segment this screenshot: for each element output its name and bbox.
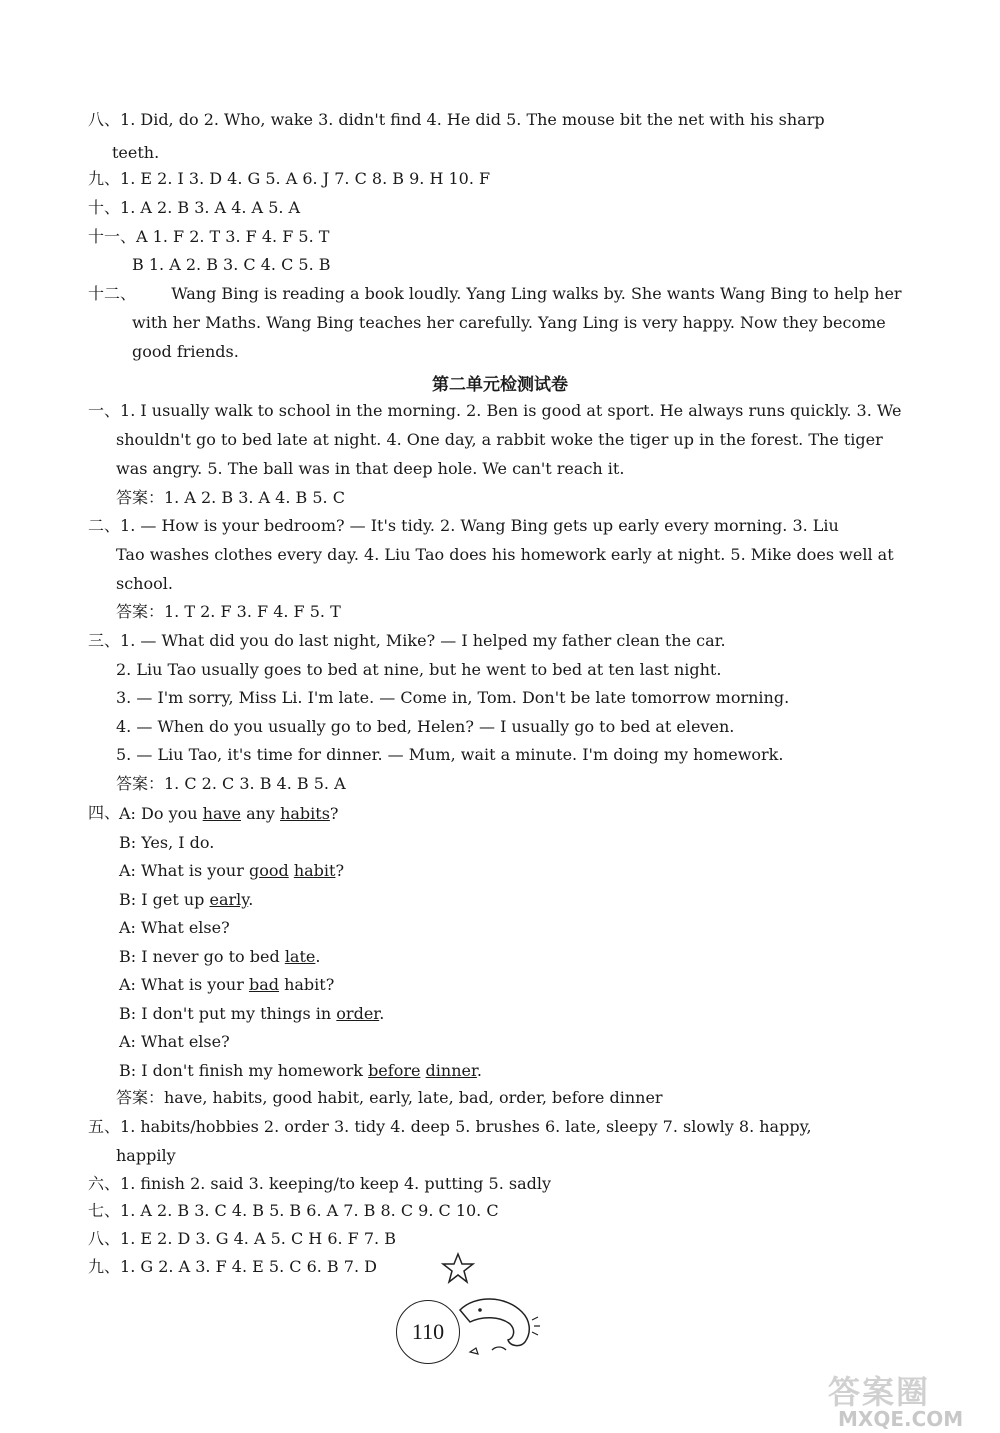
section-number: 一、: [88, 401, 121, 420]
answer-line: 2. Liu Tao usually goes to bed at nine, but he went to bed at ten last night.: [116, 660, 722, 679]
answer-line: 十、1. A 2. B 3. A 4. A 5. A: [88, 198, 301, 217]
dolphin-icon: [460, 1299, 529, 1346]
watermark: [828, 1367, 998, 1429]
filled-blank: late: [284, 947, 316, 966]
dialogue-line: A: What else?: [119, 1032, 230, 1051]
answer-line: Tao washes clothes every day. 4. Liu Tao does his homework early at night. 5. Mike does well at: [116, 545, 894, 564]
answer-line: teeth.: [112, 143, 160, 162]
dialogue-line: B: I never go to bed late.: [119, 947, 321, 966]
dialogue-line: A: What is your good habit?: [119, 861, 345, 880]
section-number: 十二、: [88, 284, 137, 303]
filled-blank: early: [209, 890, 249, 909]
star-icon: [443, 1254, 473, 1282]
dialogue-line: A: Do you have any habits?: [119, 804, 339, 823]
dialogue-line: A: What else?: [119, 918, 230, 937]
section-number: 八、: [88, 110, 121, 129]
answer-line: happily: [116, 1146, 176, 1165]
section-number: 二、: [88, 516, 121, 535]
answer-line: good friends.: [132, 342, 239, 361]
answer-line: 六、1. finish 2. said 3. keeping/to keep 4. putting 5. sadly: [88, 1174, 552, 1193]
filled-blank: dinner: [425, 1061, 477, 1080]
answer-key: 答案：1. C 2. C 3. B 4. B 5. A: [116, 774, 346, 793]
watermark-logo: 答案圈: [828, 1373, 931, 1411]
section-number: 四、: [88, 803, 121, 822]
answer-line: 五、1. habits/hobbies 2. order 3. tidy 4. deep 5. brushes 6. late, sleepy 7. slowly 8. happy,: [88, 1117, 812, 1136]
answer-line: shouldn't go to bed late at night. 4. One day, a rabbit woke the tiger up in the forest. The tiger: [116, 430, 883, 449]
answer-line: 八、1. Did, do 2. Who, wake 3. didn't find 4. He did 5. The mouse bit the net with his sharp: [88, 110, 825, 129]
answer-line: 八、1. E 2. D 3. G 4. A 5. C H 6. F 7. B: [88, 1229, 396, 1248]
answer-line: 十二、 Wang Bing is reading a book loudly. Yang Ling walks by. She wants Wang Bing to help her: [88, 284, 902, 303]
filled-blank: habit: [293, 861, 336, 880]
section-number: 六、: [88, 1174, 121, 1193]
section-number: 七、: [88, 1201, 121, 1220]
answer-line: 九、1. G 2. A 3. F 4. E 5. C 6. B 7. D: [88, 1257, 377, 1276]
answer-line: 三、1. — What did you do last night, Mike? — I helped my father clean the car.: [88, 631, 726, 650]
answer-line: school.: [116, 574, 173, 593]
filled-blank: have: [202, 804, 241, 823]
answer-line: 一、1. I usually walk to school in the morning. 2. Ben is good at sport. He always runs quickly. 3. We: [88, 401, 902, 420]
filled-blank: bad: [248, 975, 279, 994]
filled-blank: habits: [280, 804, 330, 823]
answer-key: 答案：have, habits, good habit, early, late, bad, order, before dinner: [116, 1088, 663, 1107]
answer-line: 七、1. A 2. B 3. C 4. B 5. B 6. A 7. B 8. C 9. C 10. C: [88, 1201, 499, 1220]
answer-key: 答案：1. A 2. B 3. A 4. B 5. C: [116, 488, 345, 507]
dialogue-line: B: Yes, I do.: [119, 833, 215, 852]
page-number: 110: [396, 1300, 460, 1364]
answer-line: B 1. A 2. B 3. C 4. C 5. B: [132, 255, 331, 274]
answer-line: with her Maths. Wang Bing teaches her carefully. Yang Ling is very happy. Now they become: [132, 313, 886, 332]
section-number: 五、: [88, 1117, 121, 1136]
watermark-url: MXQE.COM: [838, 1407, 964, 1431]
filled-blank: good: [248, 861, 289, 880]
answer-line: was angry. 5. The ball was in that deep hole. We can't reach it.: [116, 459, 625, 478]
section-number: 九、: [88, 169, 121, 188]
dialogue-line: B: I don't put my things in order.: [119, 1004, 385, 1023]
answer-line: 5. — Liu Tao, it's time for dinner. — Mum, wait a minute. I'm doing my homework.: [116, 745, 784, 764]
filled-blank: before: [368, 1061, 421, 1080]
unit-title: 第二单元检测试卷: [432, 375, 568, 395]
answer-line: 4. — When do you usually go to bed, Helen? — I usually go to bed at eleven.: [116, 717, 735, 736]
answer-key: 答案：1. T 2. F 3. F 4. F 5. T: [116, 602, 341, 621]
section-number: 九、: [88, 1257, 121, 1276]
answer-line: 九、1. E 2. I 3. D 4. G 5. A 6. J 7. C 8. B 9. H 10. F: [88, 169, 491, 188]
section-number: 三、: [88, 631, 121, 650]
dialogue-line: B: I don't finish my homework before dinner.: [119, 1061, 482, 1080]
section-number: 十、: [88, 198, 121, 217]
answer-line: 十一、A 1. F 2. T 3. F 4. F 5. T: [88, 227, 330, 246]
section-number: 十一、: [88, 227, 137, 246]
answer-line: 二、1. — How is your bedroom? — It's tidy. 2. Wang Bing gets up early every morning. 3. Liu: [88, 516, 839, 535]
page-number-badge: [396, 1300, 460, 1364]
section-number: 八、: [88, 1229, 121, 1248]
filled-blank: order: [336, 1004, 380, 1023]
dialogue-line: A: What is your bad habit?: [119, 975, 335, 994]
answer-line: 3. — I'm sorry, Miss Li. I'm late. — Come in, Tom. Don't be late tomorrow morning.: [116, 688, 790, 707]
dialogue-line: B: I get up early.: [119, 890, 254, 909]
